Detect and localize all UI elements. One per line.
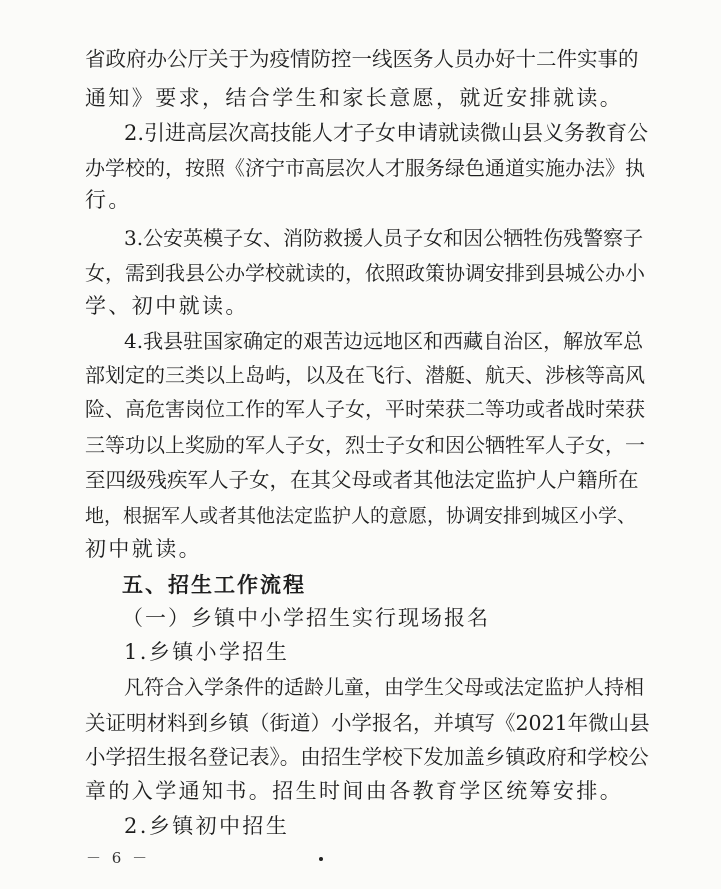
- text-line-4: 办学校的，按照《济宁市高层次人才服务绿色通道实施办法》执: [85, 156, 645, 180]
- text-line-19: 凡符合入学条件的适龄儿童，由学生父母或法定监护人持相: [124, 675, 644, 699]
- text-line-20: 关证明材料到乡镇（街道）小学报名，并填写《2021年微山县: [85, 711, 650, 735]
- page-number: － 6 －: [86, 849, 151, 867]
- scan-dot: [319, 857, 323, 861]
- section-heading: 五、招生工作流程: [122, 573, 306, 597]
- text-line-21: 小学招生报名登记表》。由招生学校下发加盖乡镇政府和学校公: [85, 745, 649, 769]
- text-line-13: 至四级残疾军人子女，在其父母或者其他法定监护人户籍所在: [85, 468, 639, 492]
- text-line-8: 学、初中就读。: [85, 294, 249, 318]
- text-line-11: 险、高危害岗位工作的军人子女，平时荣获二等功或者战时荣获: [85, 397, 645, 421]
- text-line-12: 三等功以上奖励的军人子女，烈士子女和因公牺牲军人子女，一: [85, 433, 645, 457]
- text-line-6: 3.公安英模子女、消防救援人员子女和因公牺牲伤残警察子: [124, 226, 644, 250]
- text-line-5: 行。: [85, 188, 132, 212]
- text-line-23: 2.乡镇初中招生: [124, 814, 290, 838]
- text-line-15: 初中就读。: [85, 537, 202, 561]
- text-line-7: 女，需到我县公办学校就读的，依照政策协调安排到县城公办小: [85, 261, 645, 285]
- text-line-18: 1.乡镇小学招生: [124, 640, 290, 664]
- text-line-3: 2.引进高层次高技能人才子女申请就读微山县义务教育公: [124, 121, 649, 145]
- text-line-9: 4.我县驻国家确定的艰苦边远地区和西藏自治区，解放军总: [124, 329, 644, 353]
- text-line-22: 章的入学通知书。招生时间由各教育学区统筹安排。: [85, 779, 624, 803]
- text-line-2: 通知》要求，结合学生和家长意愿，就近安排就读。: [85, 86, 624, 110]
- text-line-14: 地，根据军人或者其他法定监护人的意愿，协调安排到城区小学、: [85, 505, 637, 527]
- subsection-heading: （一）乡镇中小学招生实行现场报名: [122, 606, 490, 630]
- text-line-1: 省政府办公厅关于为疫情防控一线医务人员办好十二件实事的: [85, 47, 639, 71]
- text-line-10: 部划定的三类以上岛屿，以及在飞行、潜艇、航天、涉核等高风: [85, 363, 645, 387]
